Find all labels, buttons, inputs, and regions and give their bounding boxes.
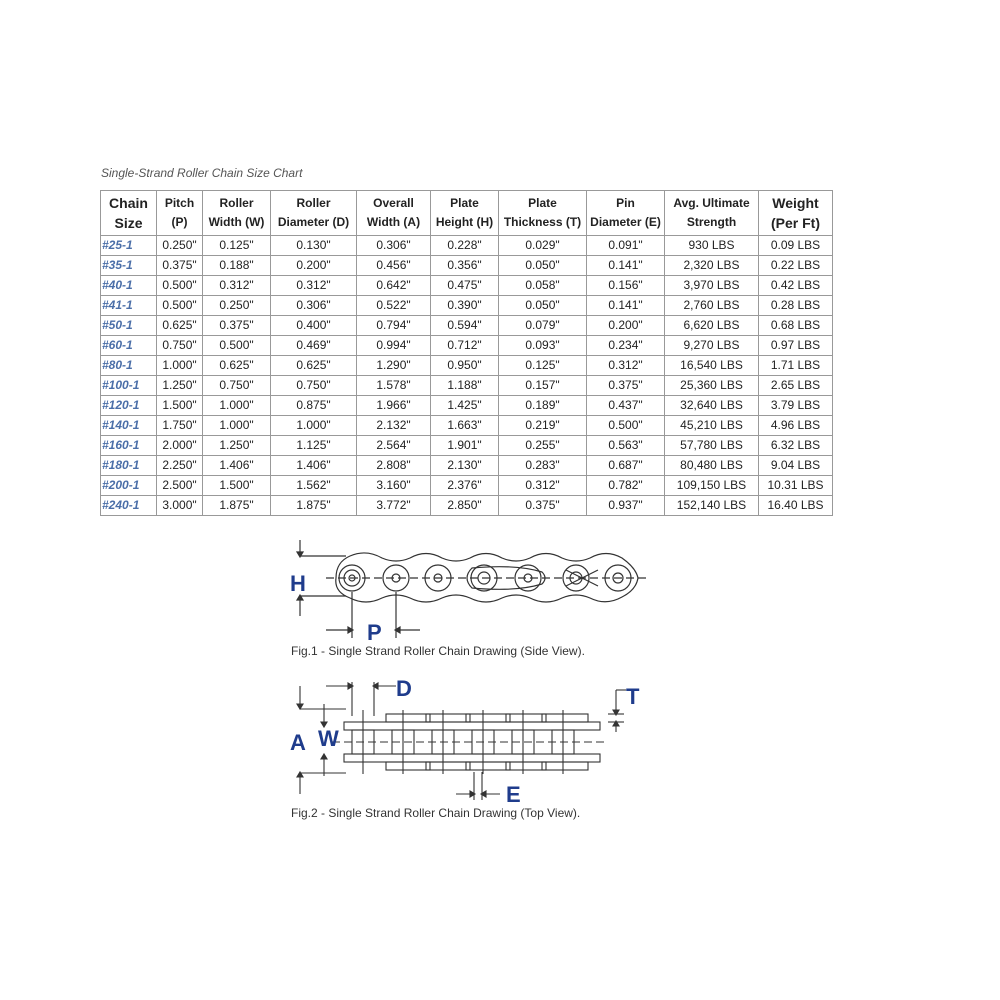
table-cell: 0.141": [587, 256, 665, 276]
table-cell: 0.312": [203, 276, 271, 296]
fig1-caption: Fig.1 - Single Strand Roller Chain Drawing (Side View).: [291, 644, 585, 658]
table-cell: 0.642": [357, 276, 431, 296]
chart-title: Single-Strand Roller Chain Size Chart: [101, 166, 303, 180]
column-header: [499, 191, 587, 236]
column-header-line: Thickness (T): [503, 215, 582, 229]
table-row: [101, 296, 833, 316]
dimension-label-w: W: [318, 726, 339, 751]
column-header-line: Chain: [109, 195, 148, 211]
table-cell: 0.189": [499, 396, 587, 416]
dimension-label-e: E: [506, 782, 521, 806]
table-cell: 6,620 LBS: [665, 316, 759, 336]
table-cell: 2.65 LBS: [759, 376, 833, 396]
table-cell: 0.250": [203, 296, 271, 316]
dimension-label-t: T: [626, 684, 640, 709]
dimension-label-d: D: [396, 676, 412, 701]
column-header-line: Roller: [219, 196, 254, 210]
column-header: [759, 191, 833, 236]
table-cell: 0.782": [587, 476, 665, 496]
table-cell: 2.500": [157, 476, 203, 496]
table-cell: 57,780 LBS: [665, 436, 759, 456]
table-cell: 0.157": [499, 376, 587, 396]
table-cell: 0.050": [499, 296, 587, 316]
table-row: [101, 456, 833, 476]
table-cell: 930 LBS: [665, 236, 759, 256]
chain-size-link[interactable]: #160-1: [101, 436, 157, 456]
table-cell: 0.029": [499, 236, 587, 256]
column-header: [157, 191, 203, 236]
table-cell: 0.219": [499, 416, 587, 436]
table-row: [101, 436, 833, 456]
table-cell: 2.564": [357, 436, 431, 456]
column-header-line: Width (A): [366, 215, 421, 229]
table-row: [101, 336, 833, 356]
table-cell: 1.125": [271, 436, 357, 456]
table-cell: 32,640 LBS: [665, 396, 759, 416]
table-row: [101, 316, 833, 336]
chain-size-link[interactable]: #140-1: [101, 416, 157, 436]
top-view-drawing: [286, 676, 656, 806]
table-cell: 0.306": [271, 296, 357, 316]
column-header-line: (P): [171, 215, 188, 229]
dimension-label-p: P: [367, 620, 382, 644]
table-cell: 0.255": [499, 436, 587, 456]
column-header: [431, 191, 499, 236]
table-cell: 10.31 LBS: [759, 476, 833, 496]
table-cell: 1.663": [431, 416, 499, 436]
table-cell: 0.156": [587, 276, 665, 296]
chain-size-link[interactable]: #120-1: [101, 396, 157, 416]
table-cell: 0.312": [271, 276, 357, 296]
column-header-line: Roller: [296, 196, 331, 210]
fig2-caption: Fig.2 - Single Strand Roller Chain Drawing (Top View).: [291, 806, 581, 820]
table-cell: 0.68 LBS: [759, 316, 833, 336]
table-row: [101, 256, 833, 276]
column-header-line: Size: [114, 215, 143, 231]
table-cell: 0.125": [499, 356, 587, 376]
table-cell: 0.28 LBS: [759, 296, 833, 316]
table-cell: 1.250": [157, 376, 203, 396]
table-cell: 0.42 LBS: [759, 276, 833, 296]
table-cell: 1.406": [271, 456, 357, 476]
table-cell: 0.125": [203, 236, 271, 256]
chain-size-link[interactable]: #100-1: [101, 376, 157, 396]
table-cell: 2.132": [357, 416, 431, 436]
table-cell: 6.32 LBS: [759, 436, 833, 456]
table-cell: 45,210 LBS: [665, 416, 759, 436]
table-cell: 1.000": [157, 356, 203, 376]
table-cell: 1.750": [157, 416, 203, 436]
table-cell: 0.750": [203, 376, 271, 396]
table-cell: 0.469": [271, 336, 357, 356]
table-cell: 16,540 LBS: [665, 356, 759, 376]
column-header: [587, 191, 665, 236]
table-cell: 2.130": [431, 456, 499, 476]
table-cell: 2.376": [431, 476, 499, 496]
chain-size-link[interactable]: #35-1: [101, 256, 157, 276]
chain-size-link[interactable]: #180-1: [101, 456, 157, 476]
table-cell: 0.228": [431, 236, 499, 256]
table-cell: 0.306": [357, 236, 431, 256]
table-cell: 0.750": [271, 376, 357, 396]
table-cell: 4.96 LBS: [759, 416, 833, 436]
table-cell: 1.875": [203, 496, 271, 516]
table-cell: 0.093": [499, 336, 587, 356]
table-cell: 0.594": [431, 316, 499, 336]
table-cell: 152,140 LBS: [665, 496, 759, 516]
table-cell: 0.625": [271, 356, 357, 376]
table-cell: 0.687": [587, 456, 665, 476]
chain-size-link[interactable]: #60-1: [101, 336, 157, 356]
table-cell: 0.312": [499, 476, 587, 496]
table-cell: 2,320 LBS: [665, 256, 759, 276]
table-cell: 1.425": [431, 396, 499, 416]
column-header-line: Strength: [686, 215, 737, 229]
chain-size-link[interactable]: #25-1: [101, 236, 157, 256]
table-cell: 9.04 LBS: [759, 456, 833, 476]
table-cell: 0.750": [157, 336, 203, 356]
chain-size-link[interactable]: #40-1: [101, 276, 157, 296]
table-cell: 0.456": [357, 256, 431, 276]
table-cell: 9,270 LBS: [665, 336, 759, 356]
column-header-line: Plate: [450, 196, 479, 210]
table-cell: 0.625": [203, 356, 271, 376]
table-row: [101, 396, 833, 416]
table-cell: 1.71 LBS: [759, 356, 833, 376]
table-cell: 0.522": [357, 296, 431, 316]
table-cell: 0.475": [431, 276, 499, 296]
table-cell: 0.375": [203, 316, 271, 336]
column-header-line: Pin: [616, 196, 635, 210]
table-cell: 16.40 LBS: [759, 496, 833, 516]
dimension-label-a: A: [290, 730, 306, 755]
table-cell: 0.050": [499, 256, 587, 276]
column-header-line: Width (W): [208, 215, 265, 229]
roller-chain-size-table: [100, 190, 833, 516]
table-row: [101, 356, 833, 376]
table-cell: 0.079": [499, 316, 587, 336]
table-cell: 1.250": [203, 436, 271, 456]
table-cell: 0.283": [499, 456, 587, 476]
table-cell: 0.188": [203, 256, 271, 276]
table-cell: 0.09 LBS: [759, 236, 833, 256]
table-cell: 0.937": [587, 496, 665, 516]
table-cell: 0.625": [157, 316, 203, 336]
table-cell: 2.000": [157, 436, 203, 456]
chain-size-link[interactable]: #240-1: [101, 496, 157, 516]
chain-size-link[interactable]: #50-1: [101, 316, 157, 336]
table-row: [101, 236, 833, 256]
table-cell: 0.712": [431, 336, 499, 356]
column-header-line: Height (H): [435, 215, 494, 229]
column-header-line: Diameter (E): [590, 215, 661, 229]
table-cell: 109,150 LBS: [665, 476, 759, 496]
table-cell: 2.808": [357, 456, 431, 476]
table-row: [101, 476, 833, 496]
table-cell: 0.091": [587, 236, 665, 256]
table-cell: 25,360 LBS: [665, 376, 759, 396]
column-header: [271, 191, 357, 236]
chain-size-link[interactable]: #41-1: [101, 296, 157, 316]
table-cell: 3.772": [357, 496, 431, 516]
table-cell: 0.375": [587, 376, 665, 396]
table-cell: 1.578": [357, 376, 431, 396]
table-cell: 1.901": [431, 436, 499, 456]
table-cell: 3.000": [157, 496, 203, 516]
table-cell: 0.500": [587, 416, 665, 436]
table-cell: 0.200": [271, 256, 357, 276]
table-cell: 0.312": [587, 356, 665, 376]
table-cell: 0.994": [357, 336, 431, 356]
chain-size-link[interactable]: #200-1: [101, 476, 157, 496]
column-header: [665, 191, 759, 236]
table-cell: 1.562": [271, 476, 357, 496]
table-cell: 0.375": [499, 496, 587, 516]
table-cell: 0.97 LBS: [759, 336, 833, 356]
table-cell: 0.500": [157, 276, 203, 296]
table-cell: 1.000": [203, 416, 271, 436]
column-header-line: Avg. Ultimate: [673, 196, 750, 210]
column-header: [357, 191, 431, 236]
table-cell: 0.200": [587, 316, 665, 336]
column-header-line: Pitch: [164, 196, 195, 210]
table-body: [101, 236, 833, 516]
table-cell: 1.290": [357, 356, 431, 376]
table-cell: 3.160": [357, 476, 431, 496]
table-cell: 2.850": [431, 496, 499, 516]
table-cell: 1.875": [271, 496, 357, 516]
table-cell: 0.390": [431, 296, 499, 316]
table-header-row: [101, 191, 833, 236]
table-cell: 1.500": [157, 396, 203, 416]
table-cell: 2,760 LBS: [665, 296, 759, 316]
table-cell: 1.406": [203, 456, 271, 476]
table-cell: 1.500": [203, 476, 271, 496]
column-header-line: Plate: [528, 196, 557, 210]
table-cell: 0.400": [271, 316, 357, 336]
table-cell: 0.250": [157, 236, 203, 256]
column-header-line: Weight: [772, 195, 819, 211]
table-cell: 1.000": [203, 396, 271, 416]
table-cell: 0.356": [431, 256, 499, 276]
table-cell: 0.950": [431, 356, 499, 376]
table-cell: 1.188": [431, 376, 499, 396]
table-cell: 0.875": [271, 396, 357, 416]
column-header-line: Diameter (D): [277, 215, 350, 229]
table-cell: 3.79 LBS: [759, 396, 833, 416]
dimension-label-h: H: [290, 571, 306, 596]
table-cell: 0.500": [203, 336, 271, 356]
table-cell: 1.966": [357, 396, 431, 416]
chain-size-link[interactable]: #80-1: [101, 356, 157, 376]
table-cell: 0.437": [587, 396, 665, 416]
table-cell: 0.130": [271, 236, 357, 256]
table-cell: 80,480 LBS: [665, 456, 759, 476]
side-view-drawing: [286, 534, 656, 644]
column-header: [203, 191, 271, 236]
table-cell: 0.563": [587, 436, 665, 456]
table-cell: 3,970 LBS: [665, 276, 759, 296]
table-cell: 0.234": [587, 336, 665, 356]
table-cell: 0.22 LBS: [759, 256, 833, 276]
table-row: [101, 376, 833, 396]
table-row: [101, 276, 833, 296]
table-row: [101, 496, 833, 516]
table-cell: 0.794": [357, 316, 431, 336]
table-cell: 2.250": [157, 456, 203, 476]
column-header-line: (Per Ft): [771, 215, 820, 231]
table-cell: 0.375": [157, 256, 203, 276]
column-header: [101, 191, 157, 236]
column-header-line: Overall: [373, 196, 414, 210]
table-cell: 1.000": [271, 416, 357, 436]
table-cell: 0.141": [587, 296, 665, 316]
table-row: [101, 416, 833, 436]
table-cell: 0.058": [499, 276, 587, 296]
table-cell: 0.500": [157, 296, 203, 316]
